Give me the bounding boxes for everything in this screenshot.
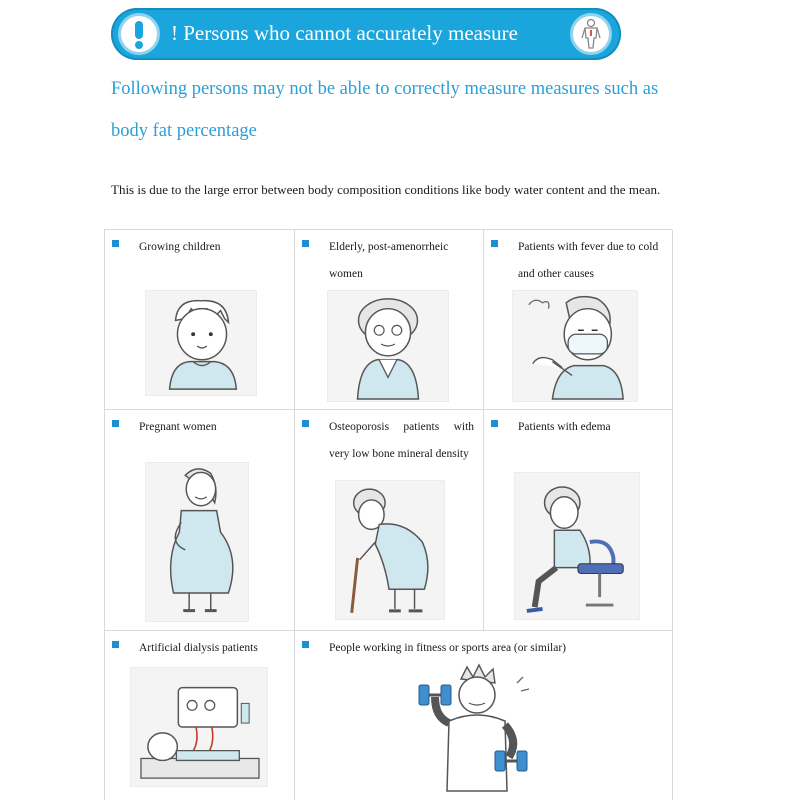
bullet-icon [302, 420, 309, 427]
cell-label: Patients with edema [518, 421, 611, 433]
cell-label: People working in fitness or sports area (or similar) [329, 642, 566, 654]
bullet-icon [302, 641, 309, 648]
header-banner [111, 8, 621, 60]
intro-line-2: body fat percentage [111, 121, 257, 141]
cell-label: Patients with fever due to cold and other causes [518, 241, 659, 280]
intro-line-1: Following persons may not be able to correctly measure measures such as [111, 79, 659, 99]
cell-dialysis-patients [105, 631, 295, 800]
category-grid [104, 229, 672, 800]
note-text: This is due to the large error between body composition conditions like body water content and the mean. [111, 182, 661, 197]
cell-fever-patients [484, 230, 673, 410]
cell-pregnant-women [105, 410, 295, 631]
cell-label: Artificial dialysis patients [139, 642, 258, 654]
banner-title: ! Persons who cannot accurately measure [171, 21, 518, 45]
human-body-icon [570, 13, 612, 55]
fitness-worker-illustration [405, 661, 547, 800]
bullet-icon [112, 641, 119, 648]
cell-fitness-workers [295, 631, 673, 800]
bullet-icon [302, 240, 309, 247]
bullet-icon [491, 420, 498, 427]
cell-growing-children [105, 230, 295, 410]
bullet-icon [112, 420, 119, 427]
intro-text [111, 68, 691, 152]
cell-label: Elderly, post-amenorrheic women [329, 241, 449, 280]
bullet-icon [112, 240, 119, 247]
exclamation-icon [118, 13, 160, 55]
bullet-icon [491, 240, 498, 247]
cell-elderly-women [295, 230, 484, 410]
elderly-woman-illustration [327, 290, 449, 402]
osteoporosis-patient-illustration [335, 480, 445, 620]
cell-label: Osteoporosis patients with very low bone mineral density [329, 421, 475, 460]
cell-label: Growing children [139, 241, 221, 253]
cell-label: Pregnant women [139, 421, 217, 433]
cell-edema-patients [484, 410, 673, 631]
cell-osteoporosis-patients [295, 410, 484, 631]
dialysis-patient-illustration [130, 667, 268, 787]
edema-patient-illustration [514, 472, 640, 620]
fever-patient-illustration [512, 290, 638, 402]
pregnant-woman-illustration [145, 462, 249, 622]
child-illustration [145, 290, 257, 396]
